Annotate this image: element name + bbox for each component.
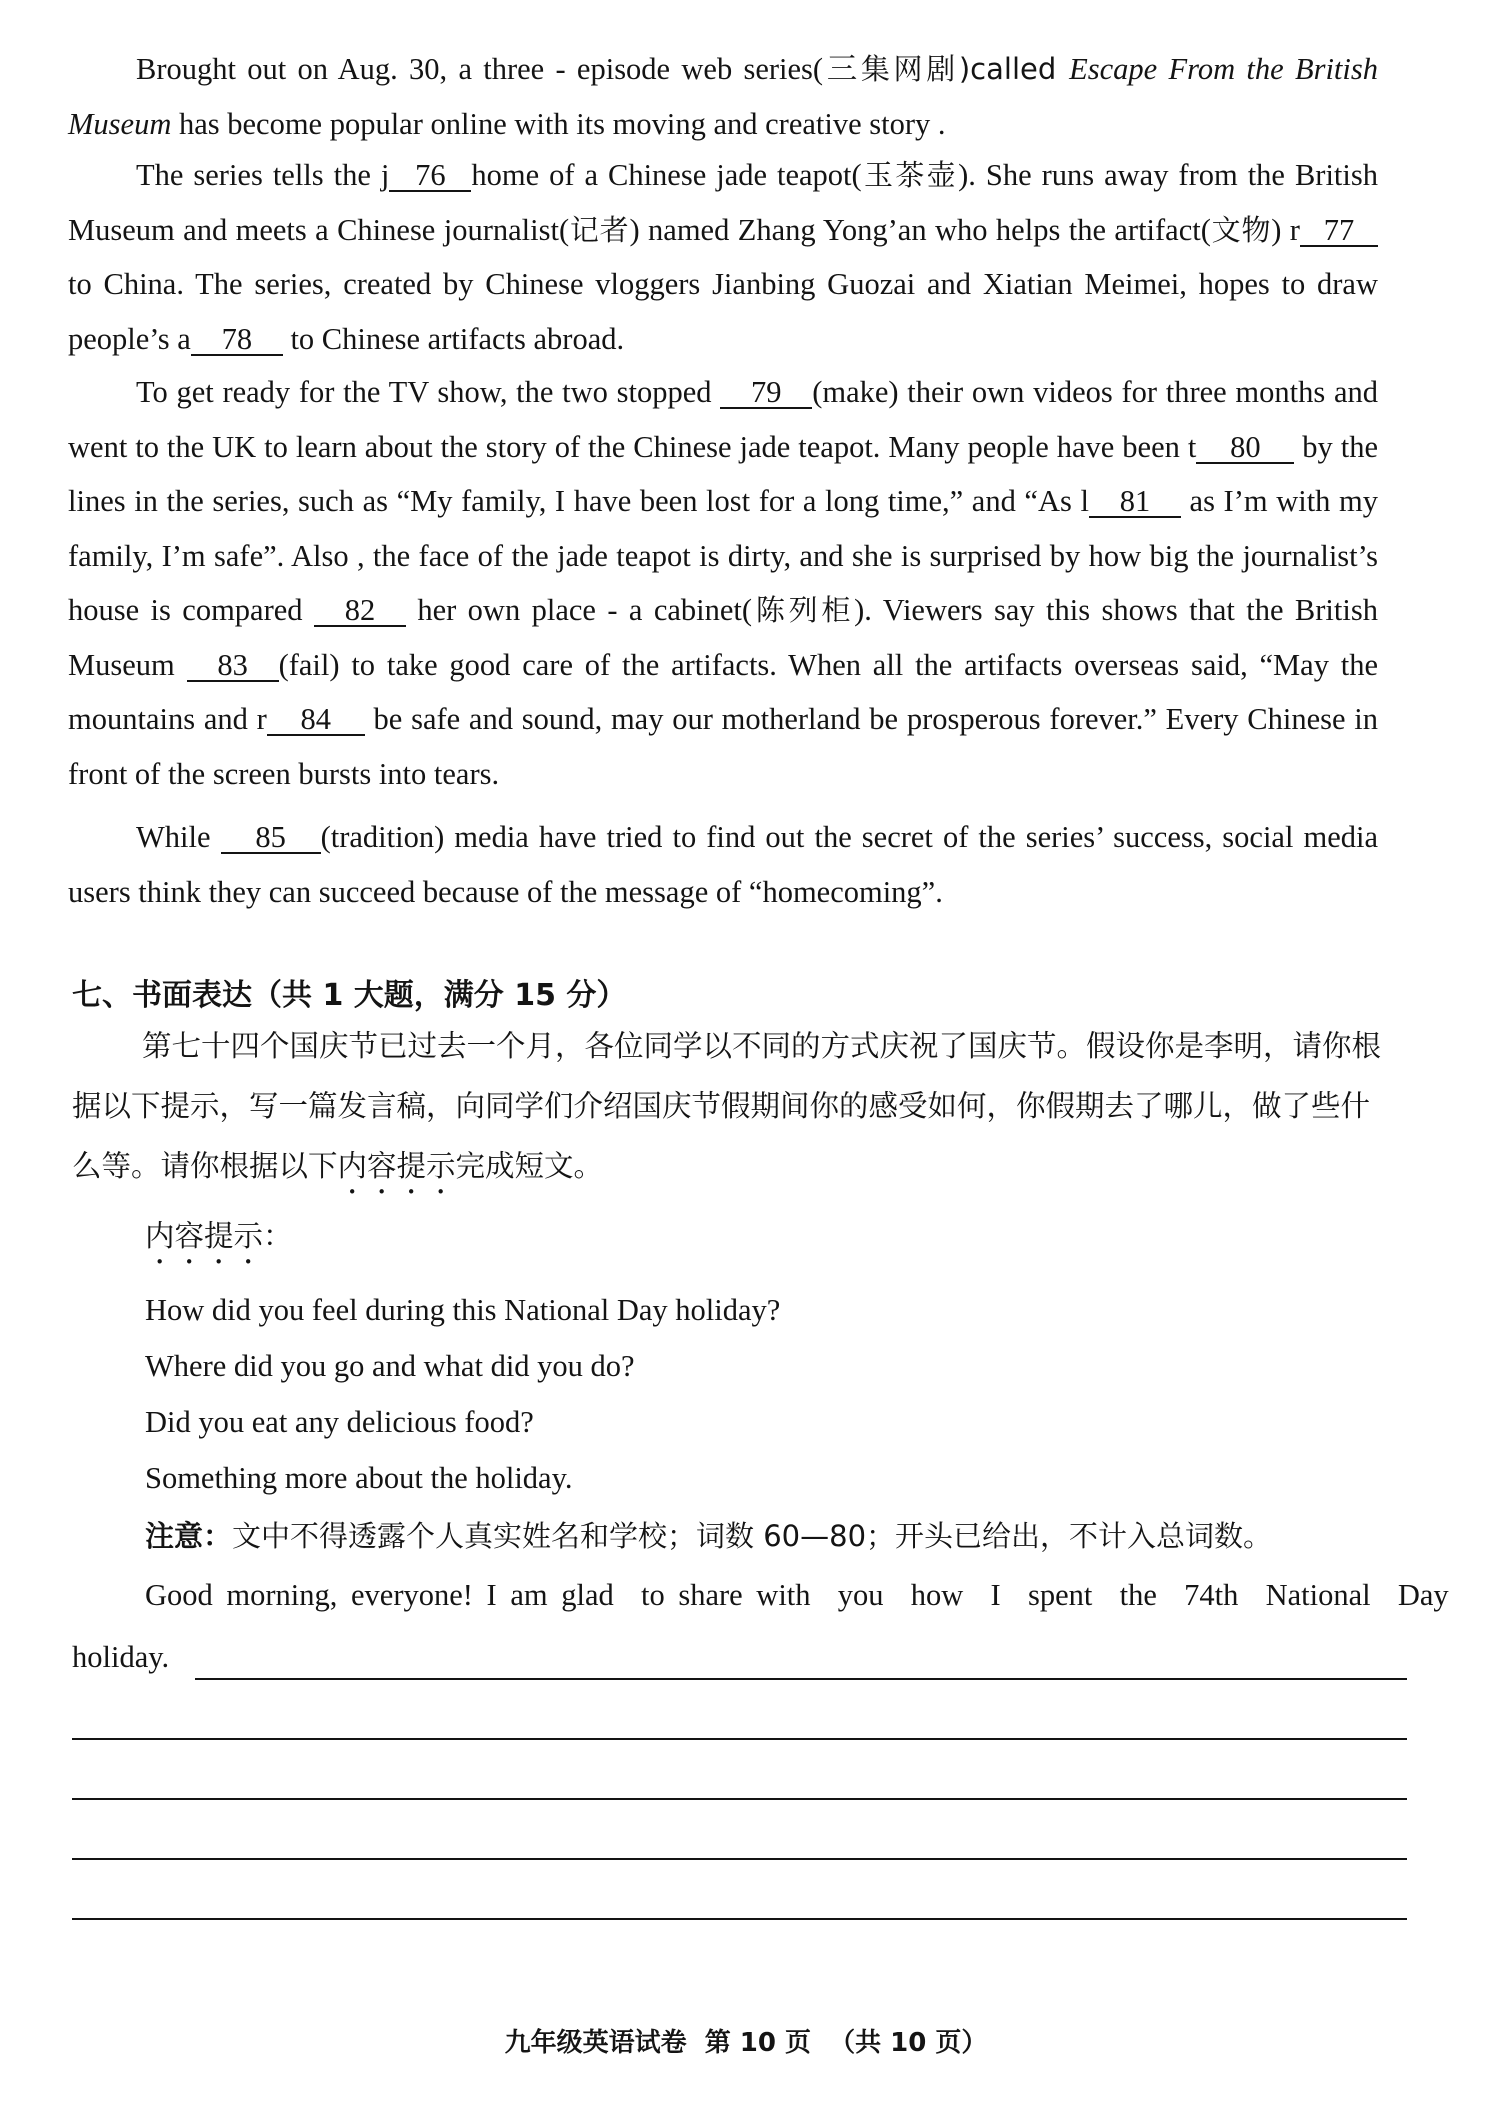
prompt-item: Where did you go and what did you do? [145,1349,635,1383]
p3-text-f: her own place - a cabinet( [405,593,753,627]
p3-text-c: (make) their own videos for three months and went to the UK to learn about the story of the Chinese jade teapot. Many people have been t [68,375,1378,464]
p2-text-h: to Chinese artifacts abroad. [282,321,625,356]
blank-81[interactable]: 81 [1089,486,1181,518]
p3-text-d: by the lines in the series, such as “My family, I have been lost for a long time,” and “As l [68,429,1378,518]
p2-text-e: ) named Zhang Yong’an who helps the artifact( [629,212,1211,247]
p2-text-g: to China. The series, created by Chinese vloggers Jianbing Guozai and Xiatian Meimei, hopes to draw people’s a [68,267,1378,356]
blank-77[interactable]: 77 [1300,215,1378,247]
p3-text-i: be safe and sound, may our motherland be prosperous forever.” Every Chinese in front of the screen bursts into tears. [68,702,1378,791]
p2-text-c: home of a Chinese jade teapot( [471,158,862,192]
prompt-label-text: 内容提示 [145,1219,264,1253]
blank-79[interactable]: 79 [720,377,812,409]
passage-paragraph-2 [68,148,1378,366]
writing-instructions [72,1016,1382,1201]
prompt-list [145,1282,780,1506]
blank-80[interactable]: 80 [1196,432,1294,464]
p2-text-f: ) r [1271,212,1300,247]
essay-opening-end: holiday. [72,1640,170,1674]
answer-line[interactable] [72,1858,1407,1860]
blank-82[interactable]: 82 [314,595,406,627]
p3-text-h: (fail) to take good care of the artifacts. When all the artifacts overseas said, “May the mountains and r [68,647,1379,736]
p2-text-a: The series tells the j [136,158,390,192]
prompt-item: How did you feel during this National Day holiday? [145,1293,781,1327]
passage-paragraph-1 [68,42,1378,151]
blank-83[interactable]: 83 [187,650,279,682]
writing-note [145,1514,1272,1555]
page-footer: 九年级英语试卷 第 10 页 （共 10 页） [504,2028,988,2058]
series-title: Escape From the British Museum [68,52,1378,141]
instructions-text-a: 第七十四个国庆节已过去一个月，各位同学以不同的方式庆祝了国庆节。假设你是李明，请你根据以下提示，写一篇发言稿，向同学们介绍国庆节假期间你的感受如何，你假期去了哪儿，做了些什么等。请你根据以下 [72,1029,1382,1183]
prompt-label-colon: ： [263,1219,293,1253]
prompt-label [145,1213,293,1271]
note-text: 文中不得透露个人真实姓名和学校；词数 60—80；开头已给出，不计入总词数。 [232,1519,1273,1553]
passage-paragraph-4 [68,810,1378,919]
p1-text-a: Brought out on Aug. 30, a three - episode web series(三 [136,52,861,86]
answer-line[interactable] [72,1918,1407,1920]
p4-text-c: (tradition) media have tried to find out the secret of the series’ success, social media users think they can succeed because of the message of “homecoming”. [68,820,1379,909]
blank-84[interactable]: 84 [267,704,365,736]
p3-text-e: as I’m with my family, I’m safe”. Also , the face of the jade teapot is dirty, and she is surprised by how big the journalist’s house is compared [68,484,1378,627]
instructions-text-b: 完成短文。 [455,1149,604,1183]
instructions-dotted-text: 内容提示 [337,1149,456,1183]
p1-text-b: 集网剧)called [860,52,1070,86]
passage-paragraph-3 [68,365,1378,801]
section-title: 七、书面表达（共 1 大题，满分 15 分） [72,978,627,1013]
essay-opening: Good morning, everyone! I am glad to share with you how I spent the 74th National Day [145,1578,1449,1612]
blank-78[interactable]: 78 [191,324,283,356]
note-label: 注意： [145,1519,233,1553]
p2-zh-1: 玉茶壶 [861,158,959,192]
blank-85[interactable]: 85 [221,822,321,854]
p4-text-a: While [136,820,221,854]
answer-line[interactable] [72,1798,1407,1800]
p1-text-c: has become popular online with its moving and creative story . [171,106,946,141]
p2-text-d: ). She runs away from the British Museum and meets a Chinese journalist( [68,158,1378,247]
p3-text-a: To get ready for the TV show, the two stopped [136,375,721,409]
answer-line[interactable] [72,1738,1407,1740]
p3-text-g: ). Viewers say this shows that the British Museum [68,593,1378,682]
prompt-item: Something more about the holiday. [145,1461,573,1495]
answer-line[interactable] [195,1678,1407,1680]
p2-zh-3: 文物 [1210,212,1272,247]
prompt-item: Did you eat any delicious food? [145,1405,534,1439]
p3-zh-4: 陈列柜 [752,593,855,627]
blank-76[interactable]: 76 [389,160,471,192]
p2-zh-2: 记者 [569,212,630,247]
